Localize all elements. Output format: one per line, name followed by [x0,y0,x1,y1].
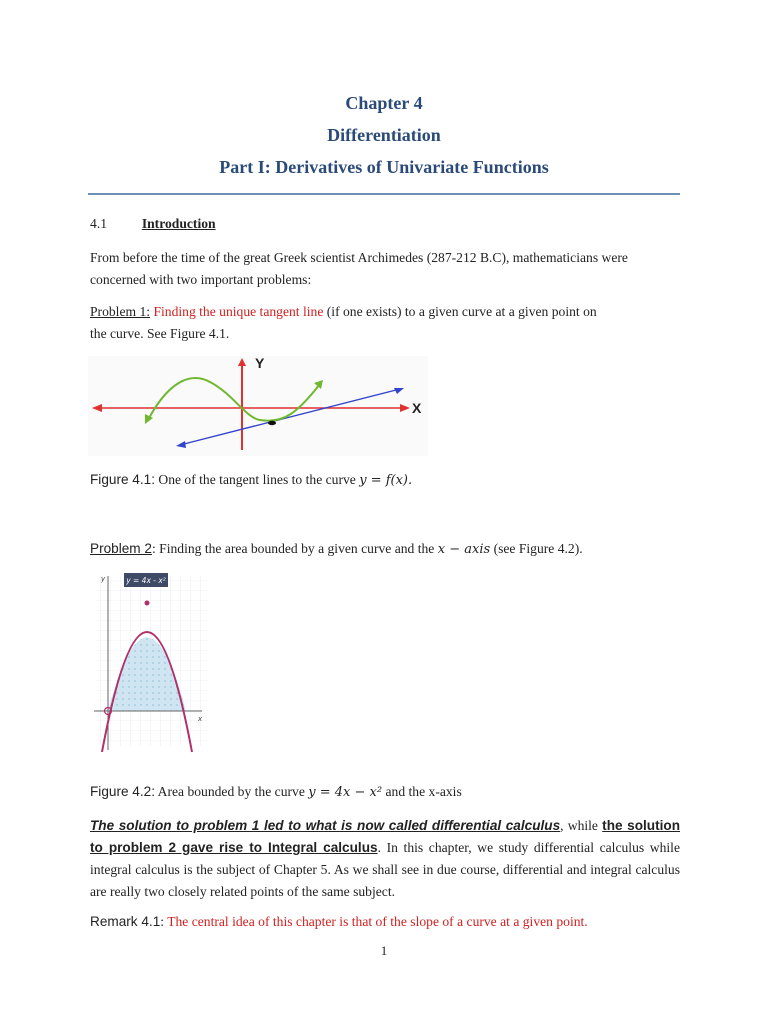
y-axis-label: Y [255,356,265,371]
vertex-point [145,601,150,606]
solution-paragraph [90,815,680,903]
problem2-paragraph [90,538,680,561]
solution-integral: the solution to problem 2 gave rise to Integral calculus [90,818,680,855]
problem1-paragraph [90,301,680,345]
tangent-point [268,421,276,425]
heading-divider [88,193,680,195]
problem1-text-line2: the curve. See Figure 4.1. [90,326,230,341]
figure-4-1-caption [90,469,680,492]
figure-4-1-caption-math: y = f(x). [359,473,413,488]
figure-4-2-caption-after: and the x-axis [385,784,462,799]
remark-label: Remark 4.1 [90,914,161,929]
figure-4-2-caption-text: Area bounded by the curve [157,784,305,799]
page-number: 1 [380,943,388,958]
part-title: Part I: Derivatives of Univariate Functions [219,157,549,177]
solution-connector: , while [560,818,603,833]
problem2-text: : Finding the area bounded by a given curve and the [151,541,435,556]
remark-paragraph [90,911,680,933]
intro-paragraph: From before the time of the great Greek scientist Archimedes (287-212 B.C), mathematicians were concerned with two important problems: [90,250,628,287]
figure-4-2-caption-math: y = 4x − x² [308,785,383,800]
problem2-text-after: (see Figure 4.2). [493,541,583,556]
figure-4-2-label: Figure 4.2: [90,784,155,799]
x-axis-label: X [412,400,422,416]
y-axis-label: y [101,575,106,583]
problem2-math: x − axis [437,542,491,557]
problem1-label: Problem 1: [90,304,151,319]
figure-4-2 [90,570,214,754]
figure-4-1-background [88,356,428,456]
figure-4-2-caption [90,781,680,804]
section-number: 4.1 [90,216,107,231]
x-axis-label: x [198,715,203,723]
problem1-text: (if one exists) to a given curve at a given point on [326,304,597,319]
problem2-label: Problem 2 [90,541,152,556]
solution-differential: The solution to problem 1 led to what is now called differential calculus [90,818,561,833]
chapter-title: Differentiation [327,125,441,145]
figure-4-1-label: Figure 4.1: [90,472,155,487]
solution-rest: . In this chapter, we study differential calculus while integral calculus is the subject of Chapter 5. As we shall see in due course, differential and integral calculus are really two closely related points of the same subject. [90,840,680,899]
figure-4-1 [88,356,428,456]
remark-colon: : [160,914,168,929]
section-heading [90,213,680,235]
remark-text: The central idea of this chapter is that of the slope of a curve at a given point. [167,914,588,929]
chapter-heading: Chapter 4 [345,93,423,113]
problem1-highlight: Finding the unique tangent line [153,304,324,319]
section-title: Introduction [141,216,216,231]
figure-4-1-caption-text: One of the tangent lines to the curve [158,472,356,487]
curve-label: y = 4x - x² [126,576,166,585]
